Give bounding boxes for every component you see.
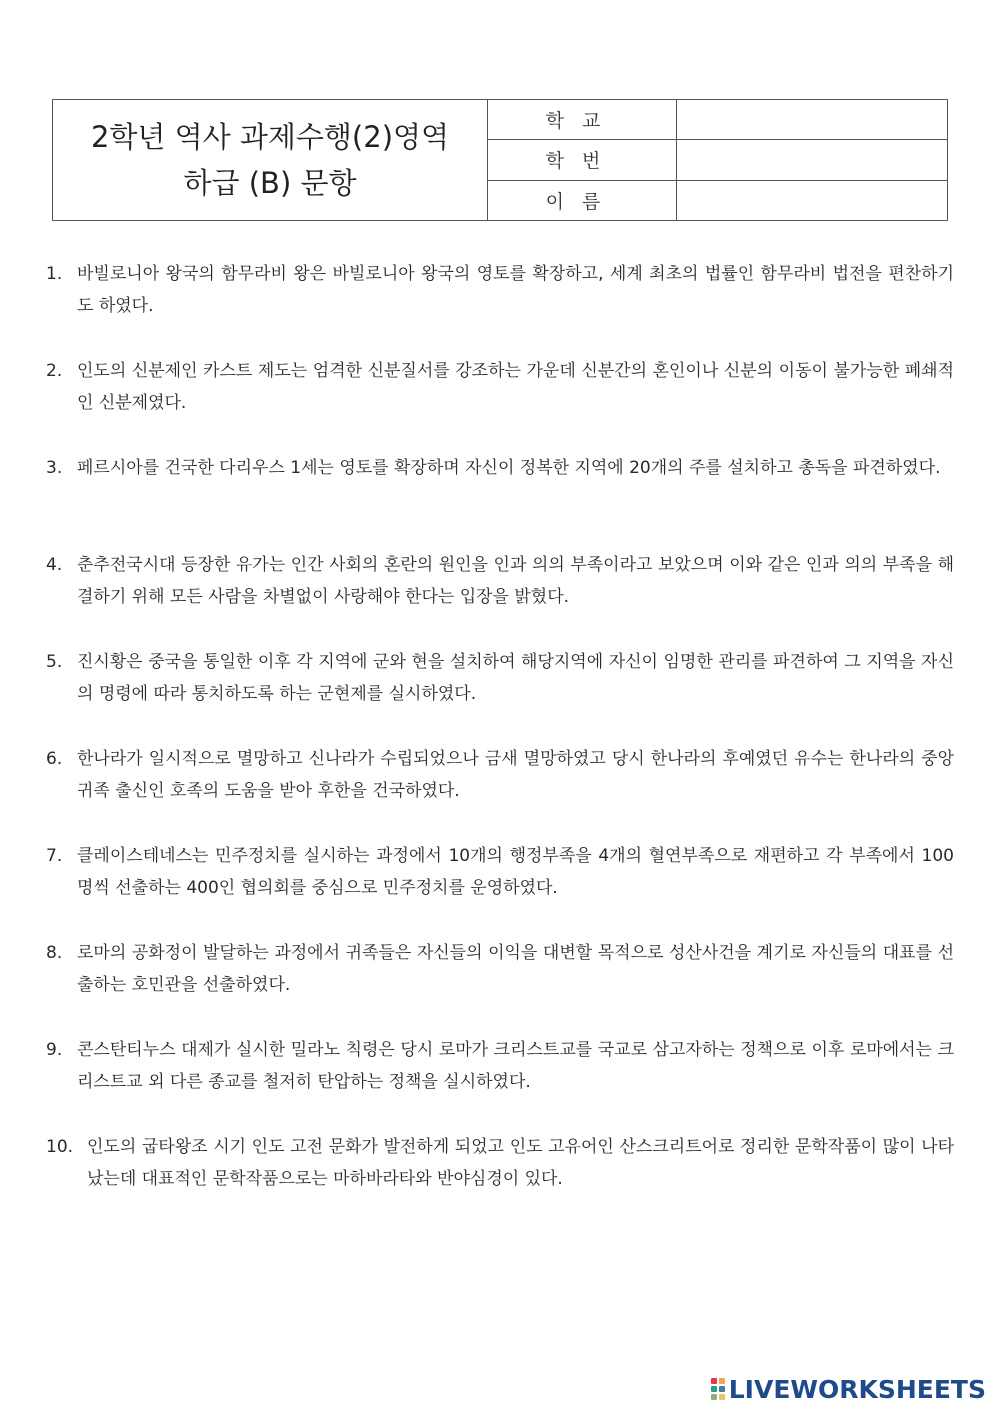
question-number: 4. [46,555,63,575]
question-text: 진시황은 중국을 통일한 이후 각 지역에 군와 현을 설치하여 해당지역에 자신이 임명한 관리를 파견하여 그 지역을 자신의 명령에 따라 통치하도록 하는 군현제를 실시하였다. [77,652,954,704]
question-number: 1. [46,264,63,284]
question-text: 클레이스테네스는 민주정치를 실시하는 과정에서 10개의 행정부족을 4개의 혈연부족으로 재편하고 각 부족에서 100명씩 선출하는 400인 협의회를 중심으로 민주정치를 운영하였다. [77,846,954,898]
question-item [46,646,954,710]
question-text: 콘스탄티누스 대제가 실시한 밀라노 칙령은 당시 로마가 크리스트교를 국교로 삼고자하는 정책으로 이후 로마에서는 크리스트교 외 다른 종교를 철저히 탄압하는 정책을 실시하였다. [77,1040,954,1092]
question-list [46,258,954,1228]
question-number: 10. [46,1137,74,1157]
school-label: 학교 [488,100,677,140]
worksheet-title [53,100,488,221]
question-item [46,258,954,322]
name-label: 이름 [488,180,677,220]
logo-square [719,1386,725,1392]
question-number: 5. [46,652,63,672]
question-text: 한나라가 일시적으로 멸망하고 신나라가 수립되었으나 금새 멸망하였고 당시 한나라의 후예였던 유수는 한나라의 중앙귀족 출신인 호족의 도움을 받아 후한을 건국하였다. [77,749,954,801]
title-line-2: 하급 (B) 문항 [183,166,357,200]
liveworksheets-logo-icon [711,1378,725,1400]
question-item [46,355,954,419]
question-item [46,549,954,613]
question-number: 8. [46,943,63,963]
header-table [52,99,948,221]
question-number: 9. [46,1040,63,1060]
title-line-1: 2학년 역사 과제수행(2)영역 [90,120,450,154]
logo-text: LIVEWORKSHEETS [728,1374,986,1404]
logo-square [711,1378,717,1384]
question-number: 3. [46,458,63,478]
name-field[interactable] [677,180,948,220]
question-text: 춘추전국시대 등장한 유가는 인간 사회의 혼란의 원인을 인과 의의 부족이라고 보았으며 이와 같은 인과 의의 부족을 해결하기 위해 모든 사람을 차별없이 사랑해야 한다는 입장을 밝혔다. [77,555,954,607]
question-text: 로마의 공화정이 발달하는 과정에서 귀족들은 자신들의 이익을 대변할 목적으로 성산사건을 계기로 자신들의 대표를 선출하는 호민관을 선출하였다. [77,943,954,995]
question-number: 6. [46,749,63,769]
question-item [46,452,954,516]
question-text: 인도의 굽타왕조 시기 인도 고전 문화가 발전하게 되었고 인도 고유어인 산스크리트어로 정리한 문학작품이 많이 나타났는데 대표적인 문학작품으로는 마하바라타와 반야심경이 있다. [87,1137,954,1189]
question-item [46,840,954,904]
question-item [46,1131,954,1195]
logo-square [711,1394,717,1400]
liveworksheets-logo[interactable] [711,1374,986,1404]
logo-square [719,1378,725,1384]
question-number: 7. [46,846,63,866]
student-number-field[interactable] [677,140,948,180]
student-number-label: 학번 [488,140,677,180]
question-item [46,1034,954,1098]
logo-square [719,1394,725,1400]
question-number: 2. [46,361,63,381]
question-item [46,937,954,1001]
logo-square [711,1386,717,1392]
question-item [46,743,954,807]
school-field[interactable] [677,100,948,140]
question-text: 페르시아를 건국한 다리우스 1세는 영토를 확장하며 자신이 정복한 지역에 20개의 주를 설치하고 총독을 파견하였다. [77,458,941,478]
question-text: 바빌로니아 왕국의 함무라비 왕은 바빌로니아 왕국의 영토를 확장하고, 세계 최초의 법률인 함무라비 법전을 편찬하기도 하였다. [77,264,954,316]
question-text: 인도의 신분제인 카스트 제도는 엄격한 신분질서를 강조하는 가운데 신분간의 혼인이나 신분의 이동이 불가능한 폐쇄적인 신분제였다. [77,361,954,413]
